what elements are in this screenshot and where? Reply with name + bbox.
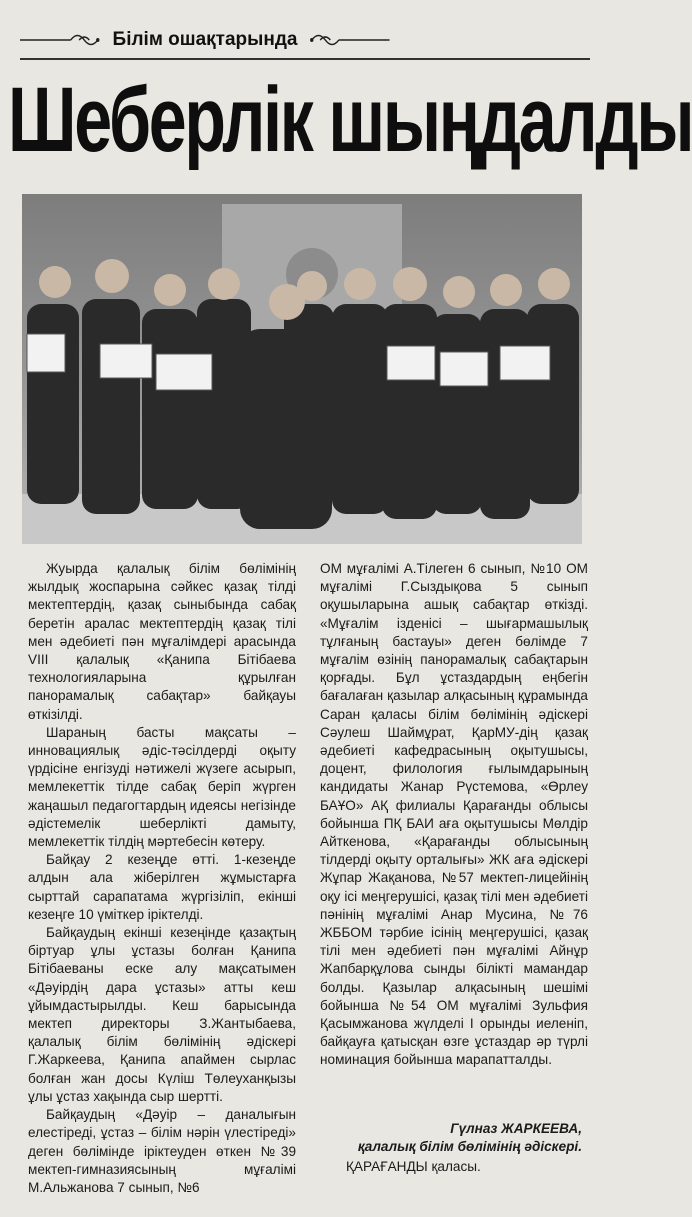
ornament-left-icon [20, 30, 105, 50]
ornament-right-icon [305, 30, 390, 50]
column-right [320, 560, 588, 1197]
paragraph: Жуырда қалалық білім бөлімінің жылдық жоспарына сәйкес қазақ тілді мектептердің, қазақ сыныбында сабақ беретін аралас мектептердің қазақ тілі мен әдебиеті пән мұғалімдері арасында VIII қалалық «Қанипа Бітібаева технологияларына құрылған панорамалық сабақтар» байқауы өткізілді. [28, 561, 296, 722]
headline: Шеберлік шыңдалды [8, 69, 692, 171]
paragraph: Байқаудың «Дәуір – даналығын елестіреді, ұстаз – білім нәрін үлестіреді» деген бөлімінде іріктеуден өткен №39 мектеп-гимназиясының мұғалімі М.Альжанова 7 сынып, №6 [28, 1107, 296, 1195]
rubric-header [20, 22, 390, 58]
paragraph: Шараның басты мақсаты – инновациялық әдіс-тәсілдерді оқыту үрдісіне енгізуді нәтижелі жүзеге асырып, мемлекеттік тілде сабақ беріп жүрген жаңашыл педагогтардың идеясы негізінде әдістемелік шеберлікті дамыту, мемлекеттік тілдің мәртебесін көтеру. [28, 724, 296, 850]
rubric-label: Білім ошақтарында [112, 29, 298, 50]
column-left [28, 560, 296, 1197]
article-body [28, 560, 588, 1197]
group-photo-icon [22, 194, 582, 544]
author-signature [282, 1120, 582, 1176]
paragraph: ОМ мұғалімі А.Тілеген 6 сынып, №10 ОМ мұғалімі Г.Сыздықова 5 сынып оқушыларына ашық сабақтар өткізді. «Мұғалім ізденісі – шығармашылық тұлғаның бастауы» деген бөлімде 7 мұғалім өзінің панорамалық сабақтарын қорғады. Бұл ұстаздардың еңбегін бағалаған қазылар алқасының құрамында Саран қаласы білім бөлімінің әдіскері Сәулеш Шаймұрат, ҚарМУ-дің қазақ әдебиеті кафедрасының оқытушысы, доцент, филология ғылымдарының кандидаты Жанар Рүстемова, «Өрлеу БАҰО» АҚ филиалы Қарағанды облысы бойынша ПҚ БАИ аға оқытушысы Мөлдір Айткенова, «Қарағанды облысының тілдерді оқыту орталығы» ЖК аға әдіскері Жұпар Жақанова, №57 мектеп-лицейінің оқу ісі меңгерушісі, қазақ тілі мен әдебиеті пәнінің мұғалімі Анар Мусина, №76 ЖББОМ тәрбие ісінің меңгерушісі, қазақ тілі мен әдебиеті пән мұғалімі Айнұр Жапбарқұлова сынды білікті мамандар болды. Қазылар алқасының шешімі бойынша №54 ОМ мұғалімі Зульфия Қасымжанова жүлделі I орынды иеленіп, байқауға қатысқан өзге ұстаздар әр түрлі номинация бойынша марапатталды. [320, 561, 588, 1068]
paragraph: Байқаудың екінші кезеңінде қазақтың біртуар ұлы ұстазы болған Қанипа Бітібаеваны еске алу мақсатымен «Дәуірдің дара ұстазы» атты кеш ұйымдастырылды. Кеш барысында мектеп директоры З.Жантыбаева, қалалық білім бөлімінің әдіскері Г.Жаркеева, Қанипа апаймен сырлас болған жан досы Күліш Төлеуханқызы ұлы ұстаз хақында сыр шертті. [28, 925, 296, 1104]
author-role: қалалық білім бөлімінің әдіскері. [357, 1139, 582, 1154]
paragraph: Байқау 2 кезеңде өтті. 1-кезеңде алдын ала жіберілген жұмыстарға сырттай сарапатама жүргізіліп, екінші кезеңге 10 үміткер іріктелді. [28, 852, 296, 922]
author-name: Гүлназ ЖАРКЕЕВА, [450, 1121, 582, 1136]
author-city: ҚАРАҒАНДЫ қаласы. [346, 1159, 481, 1174]
